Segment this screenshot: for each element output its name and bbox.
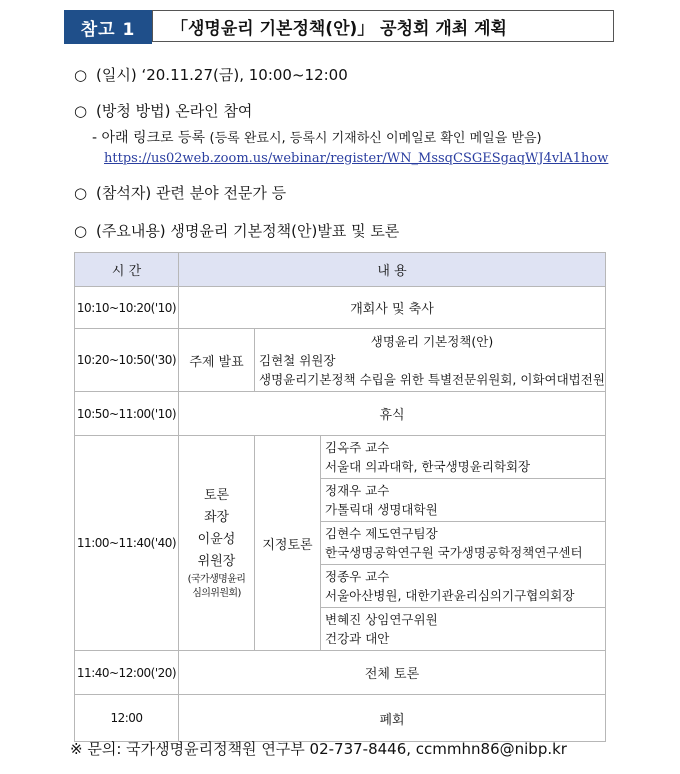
- method-sub-note: (등록 완료시, 등록시 기재하신 이메일로 확인 메일을 받음): [209, 131, 542, 146]
- panelist-name: 김현수 제도연구팀장: [325, 526, 438, 541]
- panelist-affiliation: 서울아산병원, 대한기관윤리심의기구협의회장: [325, 588, 575, 603]
- table-row: [75, 695, 606, 742]
- panelist-cell: [321, 479, 606, 522]
- attendees-item: [74, 182, 286, 203]
- row-label: 지정토론: [255, 436, 321, 651]
- contact-info: ※ 문의: 국가생명윤리정책원 연구부 02-737-8446, ccmmhn86@nibp.kr: [70, 740, 567, 758]
- table-row: [75, 651, 606, 695]
- reference-badge: 참고 1: [64, 10, 152, 44]
- contents-item: [74, 220, 399, 241]
- row-content: 폐회: [179, 695, 606, 742]
- method-sub-item: [92, 127, 542, 147]
- panelist-cell: [321, 436, 606, 479]
- panelist-name: 정종우 교수: [325, 569, 390, 584]
- row-content: 전체 토론: [179, 651, 606, 695]
- panelist-affiliation: 가톨릭대 생명대학원: [325, 502, 438, 517]
- row-time: 10:50~11:00('10): [75, 392, 179, 436]
- table-header-row: [75, 253, 606, 287]
- row-time: 10:20~10:50('30): [75, 329, 179, 392]
- schedule-table: [74, 252, 606, 742]
- circle-bullet-icon: ○: [74, 184, 88, 202]
- moderator-cell: [179, 436, 255, 651]
- moderator-line: 좌장: [203, 510, 230, 525]
- document-title: 「생명윤리 기본정책(안)」 공청회 개최 계획: [152, 10, 614, 42]
- method-text: (방청 방법) 온라인 참여: [96, 102, 253, 120]
- row-time: 11:00~11:40('40): [75, 436, 179, 651]
- row-content: 개회사 및 축사: [179, 287, 606, 329]
- content-column-header: 내 용: [179, 253, 606, 287]
- time-column-header: 시 간: [75, 253, 179, 287]
- datetime-item: [74, 64, 348, 85]
- moderator-line: 토론: [203, 488, 230, 503]
- panelist-name: 정재우 교수: [325, 483, 390, 498]
- datetime-text: (일시) ‘20.11.27(금), 10:00~12:00: [96, 66, 348, 84]
- table-row: [75, 329, 606, 392]
- presenter-affiliation: 생명윤리기본정책 수립을 위한 특별전문위원회, 이화여대법전원: [259, 371, 605, 387]
- row-content: 휴식: [179, 392, 606, 436]
- panelist-name: 변혜진 상임연구위원: [325, 612, 438, 627]
- presentation-title: 생명윤리 기본정책(안): [370, 333, 494, 349]
- panelist-cell: [321, 608, 606, 651]
- panelist-affiliation: 서울대 의과대학, 한국생명윤리학회장: [325, 459, 531, 474]
- circle-bullet-icon: ○: [74, 222, 88, 240]
- presentation-details: [255, 329, 606, 392]
- attendees-text: (참석자) 관련 분야 전문가 등: [96, 184, 287, 202]
- panelist-affiliation: 건강과 대안: [325, 631, 390, 646]
- panelist-name: 김옥주 교수: [325, 440, 390, 455]
- presenter-name: 김현철 위원장: [259, 352, 336, 368]
- moderator-line: (국가생명윤리: [187, 574, 246, 585]
- method-item: [74, 100, 252, 121]
- method-sub-lead: - 아래 링크로 등록: [92, 130, 210, 146]
- row-time: 12:00: [75, 695, 179, 742]
- contents-text: (주요내용) 생명윤리 기본정책(안)발표 및 토론: [96, 222, 400, 240]
- moderator-line: 이윤성: [197, 532, 236, 547]
- moderator-line: 심의위원회): [192, 588, 241, 599]
- circle-bullet-icon: ○: [74, 102, 88, 120]
- panelist-cell: [321, 565, 606, 608]
- registration-link[interactable]: https://us02web.zoom.us/webinar/register/WN_MssqCSGESgaqWJ4vlA1how: [104, 151, 609, 166]
- circle-bullet-icon: ○: [74, 66, 88, 84]
- table-row: [75, 392, 606, 436]
- moderator-line: 위원장: [197, 554, 236, 569]
- table-row: [75, 436, 606, 479]
- panelist-cell: [321, 522, 606, 565]
- row-time: 10:10~10:20('10): [75, 287, 179, 329]
- row-label: 주제 발표: [179, 329, 255, 392]
- row-time: 11:40~12:00('20): [75, 651, 179, 695]
- table-row: [75, 287, 606, 329]
- panelist-affiliation: 한국생명공학연구원 국가생명공학정책연구센터: [325, 545, 583, 560]
